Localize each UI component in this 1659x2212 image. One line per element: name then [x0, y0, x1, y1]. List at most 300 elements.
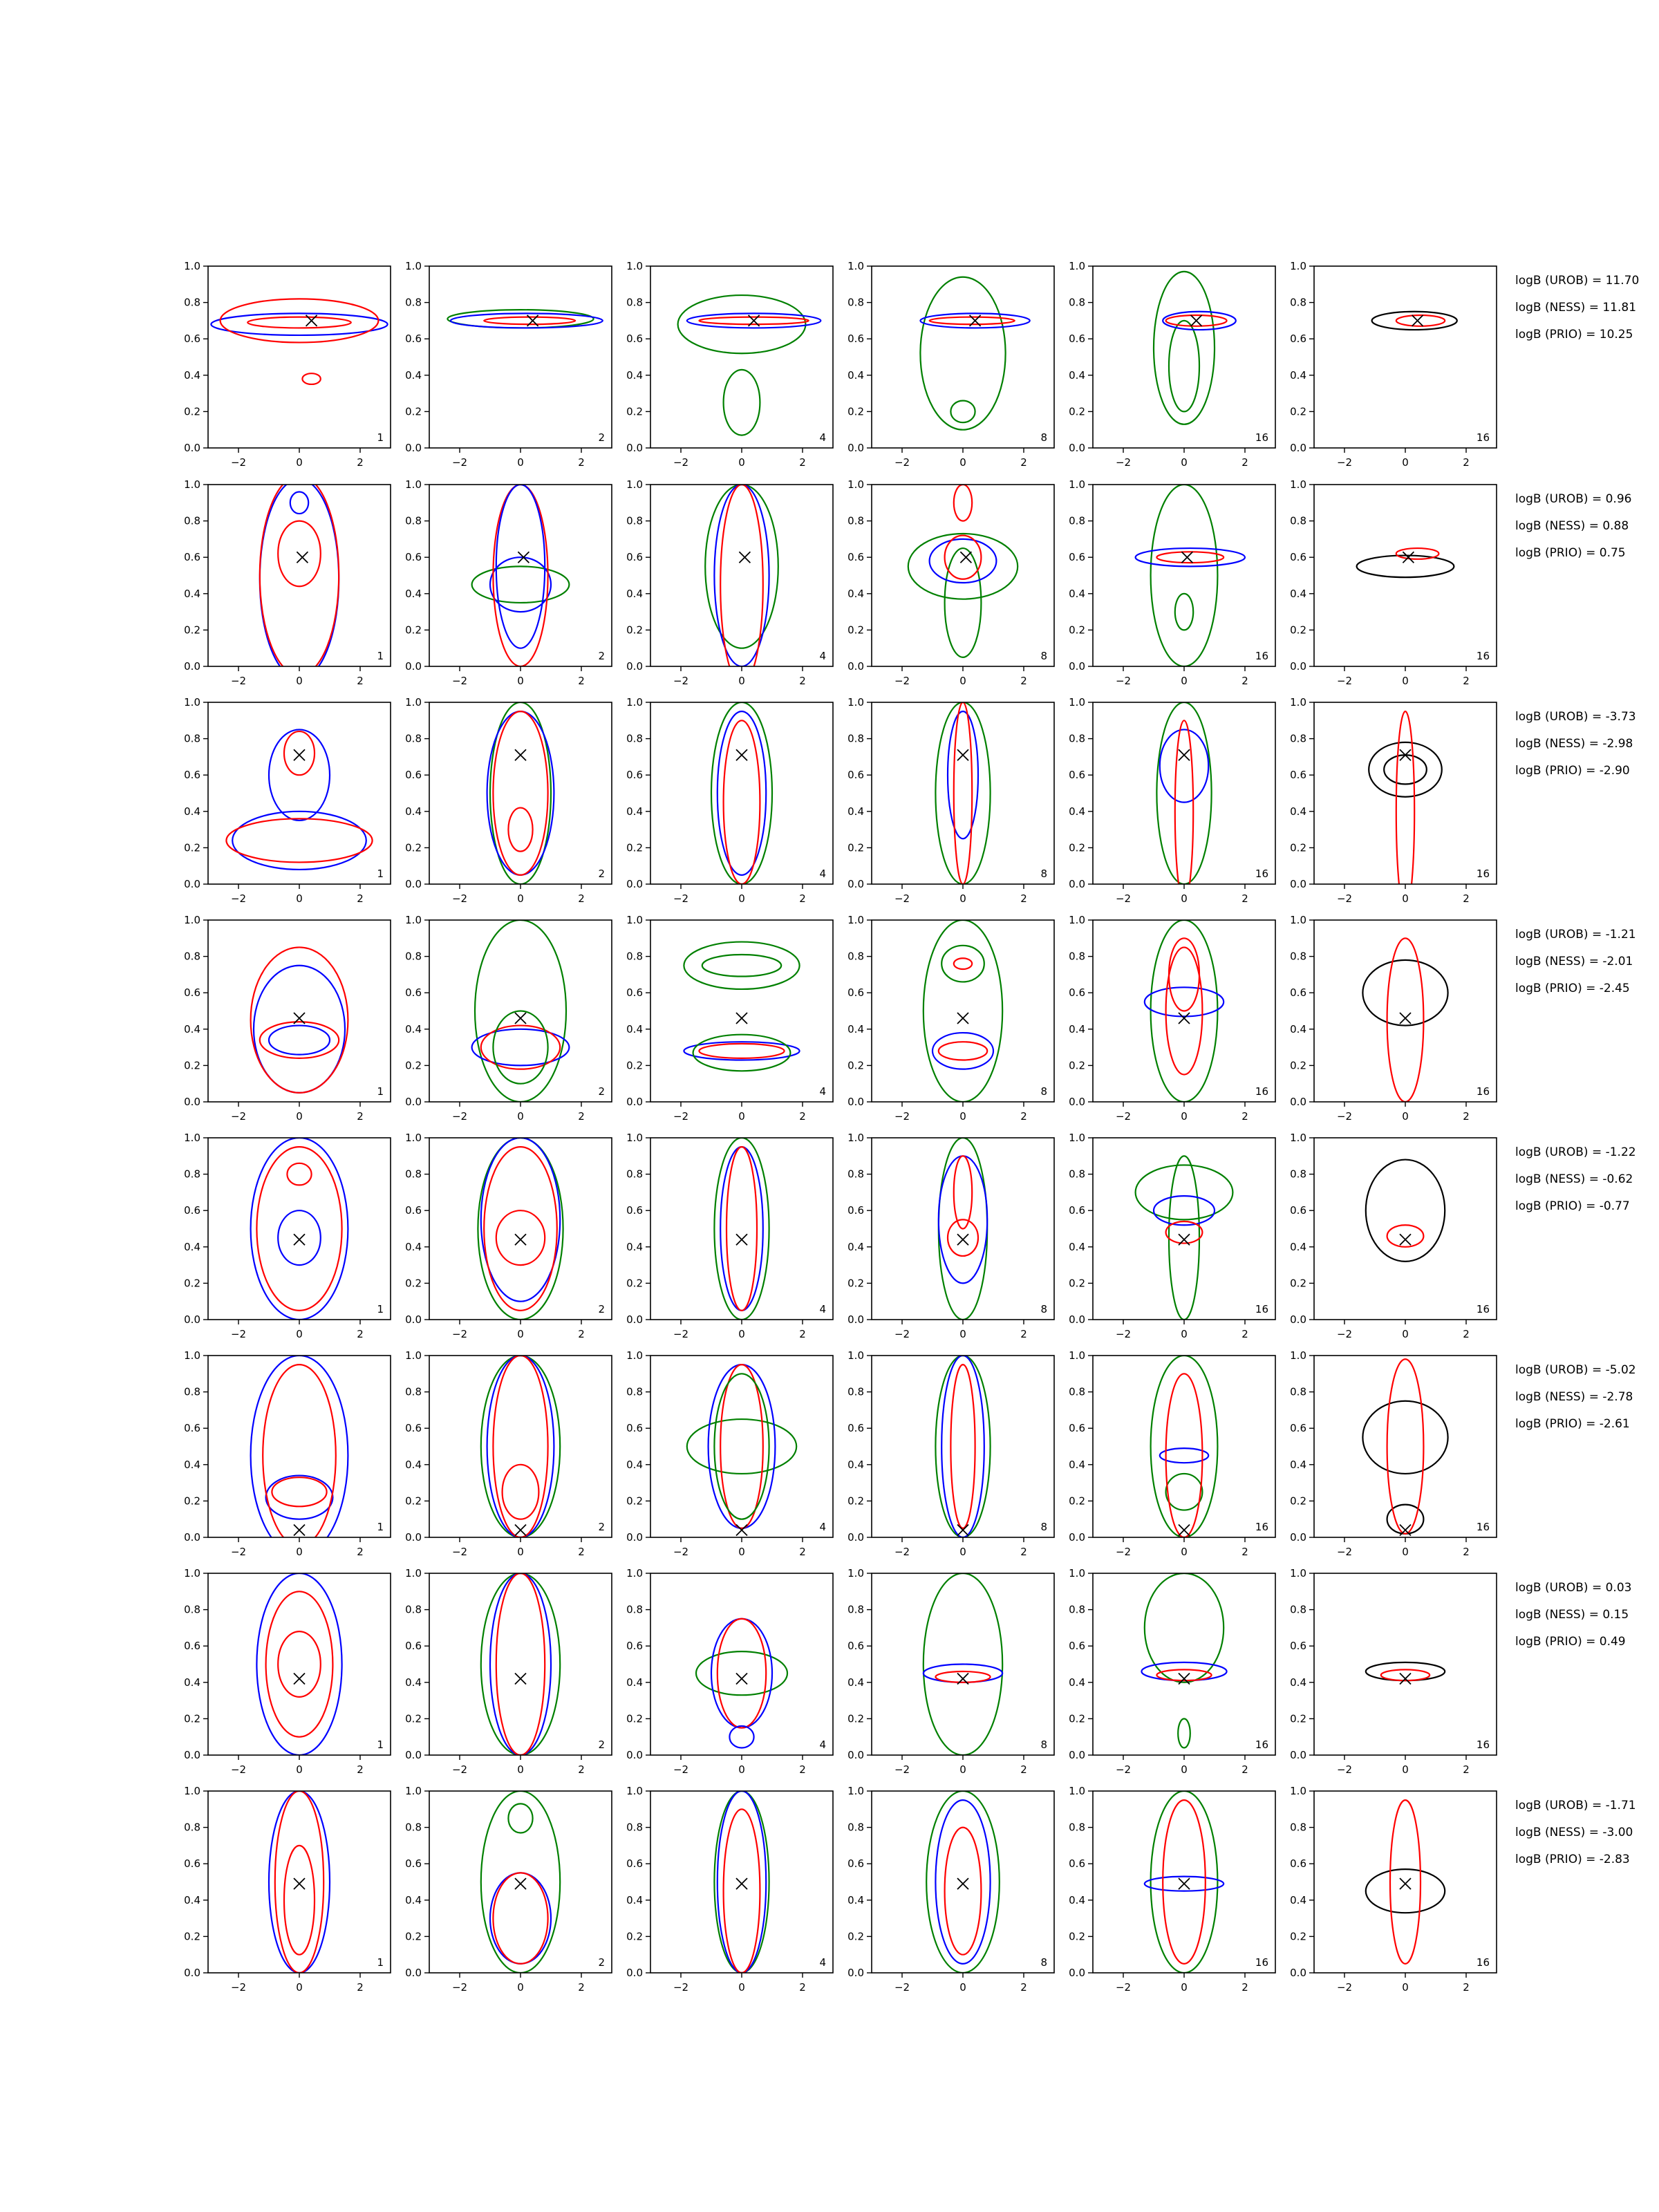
y-tick-label: 0.2: [626, 1494, 643, 1508]
x-tick-label: 0: [738, 1328, 745, 1340]
y-tick-label: 0.6: [847, 1857, 864, 1871]
y-tick-label: 0.4: [847, 805, 864, 818]
y-tick-label: 1.0: [626, 478, 643, 491]
contour-line-blue: [269, 1026, 330, 1055]
y-tick-label: 1.0: [184, 1132, 200, 1144]
logb-annotation: logB (PRIO) = -2.90: [1515, 764, 1630, 778]
panel-label: 1: [377, 1956, 384, 1969]
x-tick-label: 0: [296, 1981, 303, 1994]
x-tick-label: −2: [894, 456, 910, 469]
contour-line-green: [714, 1791, 769, 1973]
panel-label: 2: [598, 431, 605, 444]
contour-line-red: [948, 1219, 978, 1256]
x-tick-label: −2: [1336, 1981, 1353, 1994]
x-tick-label: 2: [578, 892, 585, 905]
contour-line-black: [1362, 960, 1447, 1026]
contour-line-red: [1387, 1225, 1424, 1247]
y-tick-label: 0.6: [405, 1857, 422, 1871]
contour-line-blue: [948, 711, 978, 838]
x-tick-label: −2: [451, 675, 468, 687]
contour-panel: [184, 914, 391, 1123]
y-tick-label: 0.6: [1290, 1422, 1306, 1435]
contour-panel: [626, 1349, 833, 1558]
x-tick-label: −2: [894, 1981, 910, 1994]
y-tick-label: 0.2: [184, 1712, 200, 1725]
truth-marker: [294, 1234, 305, 1245]
truth-marker: [515, 1674, 526, 1685]
x-tick-label: 2: [1241, 1546, 1248, 1558]
y-tick-label: 0.0: [184, 1096, 200, 1108]
contour-panel: [405, 1567, 612, 1776]
contour-line-red: [226, 818, 372, 862]
y-tick-label: 0.6: [626, 1204, 643, 1217]
contour-panel: [626, 696, 833, 905]
truth-marker: [957, 1013, 968, 1024]
contour-line-red: [272, 1477, 326, 1506]
axes-frame: [650, 920, 833, 1102]
contour-line-green: [1175, 594, 1193, 630]
axes-frame: [1314, 702, 1497, 884]
y-tick-label: 1.0: [184, 914, 200, 926]
contour-line-red: [1166, 1374, 1203, 1537]
panel-label: 16: [1255, 1738, 1268, 1751]
panel-label: 16: [1255, 431, 1268, 444]
y-tick-label: 1.0: [626, 260, 643, 272]
y-tick-label: 0.8: [847, 514, 864, 527]
y-tick-label: 0.8: [626, 514, 643, 527]
contour-panel: [405, 1785, 612, 1994]
axes-frame: [1314, 920, 1497, 1102]
y-tick-label: 0.8: [1290, 514, 1306, 527]
panel-label: 2: [598, 1738, 605, 1751]
truth-marker: [515, 1524, 526, 1535]
y-tick-label: 0.4: [1290, 1893, 1306, 1906]
y-tick-label: 0.2: [847, 1494, 864, 1508]
contour-line-red: [1390, 1800, 1421, 1964]
panel-label: 8: [1040, 1303, 1047, 1315]
y-tick-label: 0.8: [184, 1385, 200, 1398]
y-tick-label: 1.0: [1290, 696, 1306, 709]
y-tick-label: 0.8: [1290, 1168, 1306, 1181]
y-tick-label: 0.2: [847, 624, 864, 637]
x-tick-label: 0: [296, 1546, 303, 1558]
contour-panel: [184, 1567, 391, 1776]
truth-marker: [1179, 1013, 1190, 1024]
y-tick-label: 0.8: [626, 1168, 643, 1181]
logb-annotation: logB (NESS) = 0.15: [1515, 1608, 1629, 1622]
y-tick-label: 0.8: [847, 296, 864, 309]
y-tick-label: 0.2: [405, 405, 422, 418]
contour-line-red: [496, 1210, 545, 1265]
truth-marker: [515, 1013, 526, 1024]
y-tick-label: 0.0: [626, 878, 643, 890]
x-tick-label: −2: [451, 1328, 468, 1340]
contour-line-red: [503, 1465, 539, 1519]
truth-marker: [294, 749, 305, 760]
y-tick-label: 1.0: [1069, 1132, 1085, 1144]
y-tick-label: 0.4: [405, 368, 422, 382]
y-tick-label: 0.2: [1069, 405, 1085, 418]
y-tick-label: 1.0: [184, 478, 200, 491]
x-tick-label: −2: [673, 1981, 689, 1994]
contour-line-blue: [269, 1791, 330, 1973]
y-tick-label: 0.0: [847, 1967, 864, 1979]
y-tick-label: 1.0: [1069, 696, 1085, 709]
contour-line-red: [718, 1619, 766, 1728]
panel-label: 16: [1255, 868, 1268, 880]
y-tick-label: 0.0: [1069, 1749, 1085, 1761]
y-tick-label: 0.2: [1290, 1712, 1306, 1725]
contour-line-green: [926, 1791, 1000, 1973]
y-tick-label: 0.2: [847, 1712, 864, 1725]
x-tick-label: −2: [673, 1763, 689, 1776]
contour-line-blue: [709, 1365, 776, 1528]
axes-frame: [1093, 485, 1275, 666]
contour-panel: [1290, 260, 1497, 469]
contour-line-red: [720, 1365, 763, 1528]
x-tick-label: −2: [1115, 1763, 1132, 1776]
x-tick-label: 2: [1020, 1110, 1027, 1123]
x-tick-label: 2: [799, 1328, 806, 1340]
axes-frame: [872, 702, 1054, 884]
y-tick-label: 0.6: [405, 1204, 422, 1217]
y-tick-label: 0.2: [1290, 1277, 1306, 1290]
x-tick-label: 0: [1181, 1110, 1188, 1123]
x-tick-label: 2: [799, 892, 806, 905]
y-tick-label: 0.8: [184, 1168, 200, 1181]
x-tick-label: −2: [673, 1328, 689, 1340]
x-tick-label: 0: [1402, 892, 1409, 905]
contour-line-blue: [941, 1356, 984, 1537]
x-tick-label: 2: [357, 456, 364, 469]
contour-line-green: [472, 566, 570, 603]
y-tick-label: 0.6: [1290, 1857, 1306, 1871]
y-tick-label: 0.6: [626, 551, 643, 564]
x-tick-label: 2: [1463, 1981, 1470, 1994]
y-tick-label: 0.4: [626, 1893, 643, 1906]
x-tick-label: 0: [1402, 1981, 1409, 1994]
y-tick-label: 0.0: [1290, 878, 1306, 890]
axes-frame: [872, 485, 1054, 666]
x-tick-label: 2: [578, 1763, 585, 1776]
axes-frame: [429, 1573, 612, 1755]
x-tick-label: 0: [1181, 1763, 1188, 1776]
truth-marker: [960, 552, 971, 563]
contour-line-red: [720, 485, 763, 684]
contour-line-blue: [278, 1210, 321, 1265]
x-tick-label: 0: [959, 1763, 966, 1776]
truth-marker: [957, 1878, 968, 1889]
y-tick-label: 0.8: [1069, 1168, 1085, 1181]
x-tick-label: 0: [738, 456, 745, 469]
x-tick-label: 2: [1020, 1981, 1027, 1994]
panel-label: 8: [1040, 1085, 1047, 1098]
y-tick-label: 1.0: [847, 1785, 864, 1797]
y-tick-label: 0.0: [184, 660, 200, 673]
y-tick-label: 1.0: [184, 260, 200, 272]
axes-frame: [872, 920, 1054, 1102]
y-tick-label: 0.0: [1290, 660, 1306, 673]
panel-label: 8: [1040, 650, 1047, 662]
y-tick-label: 0.2: [184, 405, 200, 418]
contour-line-green: [687, 1419, 796, 1474]
panel-label: 16: [1476, 1738, 1490, 1751]
y-tick-label: 0.0: [1069, 1531, 1085, 1544]
y-tick-label: 0.2: [847, 405, 864, 418]
contour-line-green: [1178, 1718, 1190, 1747]
panel-label: 8: [1040, 1956, 1047, 1969]
y-tick-label: 0.4: [626, 1240, 643, 1253]
y-tick-label: 0.4: [184, 1240, 200, 1253]
contour-line-black: [1362, 1401, 1447, 1474]
contour-line-blue: [718, 711, 766, 875]
contour-line-black: [1366, 1662, 1445, 1680]
y-tick-label: 1.0: [847, 478, 864, 491]
y-tick-label: 0.2: [626, 405, 643, 418]
x-tick-label: −2: [1336, 1763, 1353, 1776]
x-tick-label: −2: [1115, 675, 1132, 687]
contour-line-green: [711, 702, 772, 884]
y-tick-label: 1.0: [405, 696, 422, 709]
x-tick-label: 0: [738, 1110, 745, 1123]
y-tick-label: 1.0: [405, 478, 422, 491]
y-tick-label: 0.4: [184, 1022, 200, 1035]
y-tick-label: 0.8: [184, 732, 200, 745]
contour-line-green: [1154, 272, 1215, 424]
y-tick-label: 0.2: [405, 1059, 422, 1072]
y-tick-label: 0.0: [847, 1096, 864, 1108]
axes-frame: [1314, 485, 1497, 666]
y-tick-label: 0.6: [405, 986, 422, 1000]
x-tick-label: 2: [799, 1110, 806, 1123]
x-tick-label: 0: [1402, 1763, 1409, 1776]
x-tick-label: 0: [959, 1981, 966, 1994]
y-tick-label: 0.4: [847, 1458, 864, 1471]
x-tick-label: 2: [799, 1981, 806, 1994]
y-tick-label: 0.2: [405, 1930, 422, 1943]
y-tick-label: 0.4: [1290, 1676, 1306, 1689]
x-tick-label: −2: [451, 892, 468, 905]
panel-label: 1: [377, 868, 384, 880]
x-tick-label: −2: [451, 1763, 468, 1776]
contour-panel: [1069, 696, 1275, 905]
contour-line-red: [284, 1846, 315, 1955]
contour-line-green: [684, 942, 799, 989]
y-tick-label: 0.6: [184, 332, 200, 346]
y-tick-label: 0.8: [405, 1603, 422, 1616]
y-tick-label: 0.6: [184, 551, 200, 564]
y-tick-label: 0.0: [405, 878, 422, 890]
x-tick-label: 2: [357, 1763, 364, 1776]
y-tick-label: 1.0: [847, 914, 864, 926]
y-tick-label: 0.4: [184, 587, 200, 600]
contour-line-blue: [1160, 1448, 1208, 1463]
x-tick-label: −2: [894, 892, 910, 905]
contour-panel: [847, 1785, 1054, 1994]
x-tick-label: 2: [1020, 675, 1027, 687]
y-tick-label: 0.6: [405, 332, 422, 346]
contour-panel: [847, 1132, 1054, 1340]
truth-marker: [736, 1013, 747, 1024]
y-tick-label: 0.6: [184, 769, 200, 782]
y-tick-label: 0.6: [847, 769, 864, 782]
y-tick-label: 0.0: [405, 660, 422, 673]
y-tick-label: 0.4: [1069, 587, 1085, 600]
y-tick-label: 0.0: [1069, 442, 1085, 454]
y-tick-label: 1.0: [1069, 1785, 1085, 1797]
contour-line-green: [1169, 1156, 1199, 1320]
y-tick-label: 0.2: [1069, 841, 1085, 854]
contour-panel: [1290, 1567, 1497, 1776]
y-tick-label: 1.0: [626, 1132, 643, 1144]
contour-line-green: [696, 1651, 787, 1695]
axes-frame: [429, 1791, 612, 1973]
contour-line-red: [724, 720, 760, 884]
x-tick-label: 0: [296, 456, 303, 469]
axes-frame: [1093, 1573, 1275, 1755]
contour-panel: [1069, 1132, 1275, 1340]
y-tick-label: 0.0: [626, 1749, 643, 1761]
y-tick-label: 0.2: [1069, 624, 1085, 637]
y-tick-label: 0.2: [405, 841, 422, 854]
x-tick-label: 2: [1463, 1328, 1470, 1340]
y-tick-label: 0.6: [405, 1640, 422, 1653]
contour-line-green: [508, 1803, 532, 1833]
y-tick-label: 0.6: [1069, 769, 1085, 782]
y-tick-label: 0.0: [1069, 1313, 1085, 1326]
x-tick-label: 2: [578, 1328, 585, 1340]
y-tick-label: 0.6: [1290, 986, 1306, 1000]
contour-line-blue: [490, 1573, 551, 1755]
panel-label: 4: [819, 1085, 826, 1098]
axes-frame: [872, 1356, 1054, 1537]
x-tick-label: 2: [1463, 892, 1470, 905]
y-tick-label: 0.4: [847, 587, 864, 600]
y-tick-label: 0.8: [1069, 1603, 1085, 1616]
x-tick-label: −2: [1115, 456, 1132, 469]
contour-panel: [626, 914, 833, 1123]
truth-marker: [1400, 1878, 1411, 1889]
y-tick-label: 1.0: [847, 260, 864, 272]
axes-frame: [650, 485, 833, 666]
x-tick-label: 2: [1020, 1763, 1027, 1776]
contour-panel: [184, 696, 391, 905]
y-tick-label: 0.4: [184, 1676, 200, 1689]
y-tick-label: 0.6: [1290, 769, 1306, 782]
x-tick-label: 0: [296, 892, 303, 905]
y-tick-label: 0.8: [1290, 296, 1306, 309]
y-tick-label: 0.6: [1069, 332, 1085, 346]
axes-frame: [208, 485, 391, 666]
y-tick-label: 0.2: [405, 624, 422, 637]
y-tick-label: 0.6: [405, 1422, 422, 1435]
contour-panel: [405, 696, 612, 905]
y-tick-label: 1.0: [847, 1132, 864, 1144]
x-tick-label: 0: [738, 1981, 745, 1994]
contour-line-blue: [1145, 987, 1224, 1016]
axes-frame: [208, 1573, 391, 1755]
x-tick-label: 0: [296, 1328, 303, 1340]
y-tick-label: 0.8: [1290, 732, 1306, 745]
y-tick-label: 0.2: [847, 1930, 864, 1943]
axes-frame: [650, 1791, 833, 1973]
logb-annotation: logB (NESS) = 0.88: [1515, 519, 1629, 533]
axes-frame: [208, 1356, 391, 1537]
contour-line-blue: [260, 479, 339, 679]
panel-label: 8: [1040, 1521, 1047, 1533]
axes-frame: [429, 485, 612, 666]
y-tick-label: 0.4: [626, 1676, 643, 1689]
y-tick-label: 1.0: [405, 1132, 422, 1144]
x-tick-label: 0: [517, 892, 524, 905]
x-tick-label: 0: [517, 1546, 524, 1558]
y-tick-label: 1.0: [626, 696, 643, 709]
contour-line-red: [950, 1365, 975, 1528]
x-tick-label: 0: [738, 892, 745, 905]
contour-line-green: [1136, 1165, 1233, 1219]
y-tick-label: 0.2: [1069, 1059, 1085, 1072]
x-tick-label: 0: [517, 1110, 524, 1123]
x-tick-label: 0: [1181, 1328, 1188, 1340]
x-tick-label: 2: [1463, 1763, 1470, 1776]
panel-label: 2: [598, 1956, 605, 1969]
axes-frame: [429, 1356, 612, 1537]
panel-label: 16: [1476, 431, 1490, 444]
contour-line-red: [251, 947, 348, 1092]
contour-line-red: [935, 1671, 990, 1683]
logb-annotation: logB (PRIO) = 10.25: [1515, 328, 1633, 341]
y-tick-label: 0.6: [847, 1640, 864, 1653]
y-tick-label: 0.8: [847, 950, 864, 963]
x-tick-label: −2: [230, 1763, 247, 1776]
x-tick-label: 2: [578, 1546, 585, 1558]
contour-line-blue: [266, 1476, 333, 1519]
contour-line-blue: [290, 492, 308, 514]
contour-line-blue: [472, 1029, 570, 1066]
y-tick-label: 0.4: [626, 587, 643, 600]
truth-marker: [1400, 1234, 1411, 1245]
contour-line-black: [1366, 1869, 1445, 1913]
axes-frame: [1093, 1791, 1275, 1973]
contour-panel: [405, 1132, 612, 1340]
x-tick-label: 2: [1020, 1546, 1027, 1558]
panel-label: 4: [819, 1303, 826, 1315]
y-tick-label: 0.4: [1069, 1676, 1085, 1689]
y-tick-label: 0.0: [626, 1313, 643, 1326]
contour-panel: [405, 1349, 612, 1558]
x-tick-label: 2: [357, 675, 364, 687]
y-tick-label: 1.0: [1290, 914, 1306, 926]
y-tick-label: 0.6: [626, 332, 643, 346]
x-tick-label: 2: [1241, 892, 1248, 905]
y-tick-label: 0.4: [626, 368, 643, 382]
y-tick-label: 0.6: [626, 1857, 643, 1871]
x-tick-label: 0: [296, 1763, 303, 1776]
y-tick-label: 0.2: [847, 841, 864, 854]
contour-panel: [405, 260, 612, 469]
x-tick-label: 2: [1241, 1763, 1248, 1776]
panel-label: 2: [598, 1303, 605, 1315]
contour-line-red: [1396, 711, 1414, 911]
y-tick-label: 0.8: [1069, 296, 1085, 309]
contour-line-blue: [251, 1356, 348, 1555]
y-tick-label: 0.0: [184, 1531, 200, 1544]
y-tick-label: 1.0: [1290, 1349, 1306, 1362]
contour-line-green: [1166, 1474, 1203, 1510]
y-tick-label: 0.4: [847, 368, 864, 382]
axes-frame: [1314, 1356, 1497, 1537]
y-tick-label: 0.8: [405, 1168, 422, 1181]
